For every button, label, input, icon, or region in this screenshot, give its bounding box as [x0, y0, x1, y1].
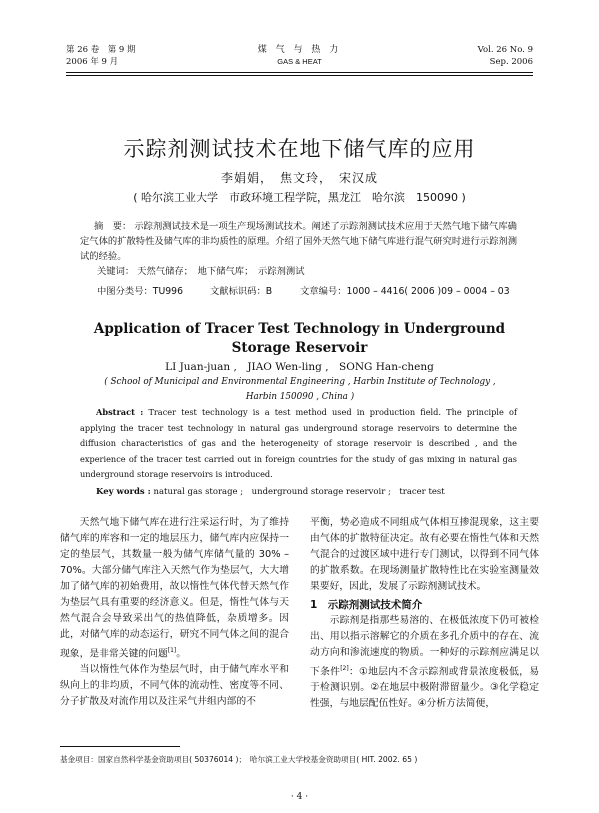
keywords-cn-text: 天然气储存； 地下储气库； 示踪剂测试 — [137, 266, 305, 277]
body-paragraph: 当以惰性气体作为垫层气时，由于储气库水平和纵向上的非均质，不同气体的流动性、密度等不同、分子扩散及对流作用以及注采气井组内部的不 — [60, 664, 289, 708]
abstract-cn-text: 示踪剂测试技术是一项生产现场测试技术。阐述了示踪剂测试技术应用于天然气地下储气库确定气体的扩散特性及储气库的非均质性的原理。介绍了国外天然气地下储气库进行混气研究时进行示踪剂测试的经验。 — [80, 221, 517, 262]
citation-ref[interactable]: [2] — [340, 665, 349, 672]
keywords-en-text: natural gas storage ; underground storage reservoir ; tracer test — [153, 487, 445, 497]
keywords-cn — [97, 264, 305, 279]
header-date-en: Sep. 2006 — [489, 57, 533, 67]
body-text: 示踪剂是指那些易溶的、在极低浓度下仍可被检出、用以指示溶解它的介质在多孔介质中的存在、流动方向和渗流速度的物质。一种好的示踪剂应满足以下条件 — [310, 615, 539, 678]
header-rule-thin — [66, 75, 533, 76]
section-heading: 1 示踪剂测试技术简介 — [310, 599, 423, 611]
affiliation-cn: ( 哈尔滨工业大学 市政环境工程学院，黑龙江 哈尔滨 150090 ) — [133, 191, 466, 204]
authors-en: LI Juan-juan , JIAO Wen-ling , SONG Han-cheng — [165, 361, 434, 373]
body-text: ：①地层内不含示踪剂或背景浓度极低，易于检测识别。②在地层中极附滞留量少。③化学稳定性强，与地层配伍性好。④分析方法简便， — [310, 666, 539, 710]
citation-ref[interactable]: [1] — [167, 647, 177, 654]
header-rule-thick — [66, 72, 533, 73]
clc-number: 中图分类号：TU996 — [97, 286, 184, 297]
affiliation-en: ( School of Municipal and Environmental Engineering , Harbin Institute of Technology , Harbin 150090 , China ) — [104, 377, 496, 402]
paper-title-cn: 示踪剂测试技术在地下储气库的应用 — [123, 137, 476, 161]
paper-title-en-line1: Application of Tracer Test Technology in Underground — [93, 321, 506, 337]
body-paragraph — [60, 515, 289, 662]
keywords-en-label: Key words : — [96, 487, 151, 497]
paper-title-en-line2: Storage Reservoir — [231, 340, 368, 356]
header-volume-en: Vol. 26 No. 9 — [477, 45, 533, 55]
abstract-cn-label: 摘 要： — [94, 221, 132, 232]
article-number: 文章编号：1000 – 4416( 2006 )09 – 0004 – 03 — [300, 286, 510, 297]
paper-title-en — [0, 320, 599, 358]
header-journal-cn: 煤 气 与 热 力 — [257, 45, 342, 55]
body-paragraph — [310, 613, 539, 712]
funding-footnote: 基金项目：国家自然科学基金资助项目( 50376014 )； 哈尔滨工业大学校基金资助项目( HIT. 2002. 65 ) — [60, 755, 418, 764]
abstract-en-text: Tracer test technology is a test method used in production field. The principle of applying the tracer test technology in natural gas underground storage reservoirs to determine the diffusion characteristics of gas and the heterogeneity of storage reservoir is described , and the experience of the tracer test carried out in foreign countries for the study of gas mixing in natural gas underground storage reservoirs is introduced. — [80, 407, 517, 479]
authors-cn: 李娟娟， 焦文玲， 宋汉成 — [220, 171, 378, 185]
body-text: 天然气地下储气库在进行注采运行时，为了维持储气库的库容和一定的地层压力，储气库内应保持一定的垫层气，其数量一般为储气库储气量的 30% – 70%。大部分储气库注入天然气作为垫层气，大大增加了储气库的初始费用，故以惰性气体代替天然气作为垫层气具有重要的经济意义。但是，惰性气体与天然气混合会导致采出气的热值降低，杂质增多。因此，对储气库的动态运行，研究不同气体之间的混合现象，是非常关键的问题 — [60, 517, 289, 660]
abstract-en — [80, 405, 517, 483]
header-volume-cn: 第 26 卷 第 9 期 — [66, 45, 136, 55]
header-volume-en-block — [478, 44, 533, 68]
keywords-en — [96, 485, 445, 497]
header-date-cn: 2006 年 9 月 — [66, 57, 119, 67]
abstract-cn — [80, 219, 517, 264]
body-column-left — [60, 515, 289, 710]
keywords-cn-label: 关键词： — [97, 266, 135, 277]
footnote-rule — [60, 746, 180, 747]
body-text: 。 — [176, 648, 187, 660]
document-code: 文献标识码：B — [210, 286, 273, 297]
body-column-right — [310, 515, 539, 712]
page-number: · 4 · — [290, 792, 309, 802]
body-paragraph: 平衡，势必造成不同组成气体相互掺混现象，这主要由气体的扩散特征决定。故有必要在惰性气体和天然气混合的过渡区域中进行专门测试，以得到不同气体的扩散系数。在现场测量扩散特性比在实验室测量效果要好，因此，发展了示踪剂测试技术。 — [310, 517, 539, 592]
abstract-en-label: Abstract : — [96, 407, 144, 417]
header-journal-en: GAS & HEAT — [277, 57, 322, 66]
